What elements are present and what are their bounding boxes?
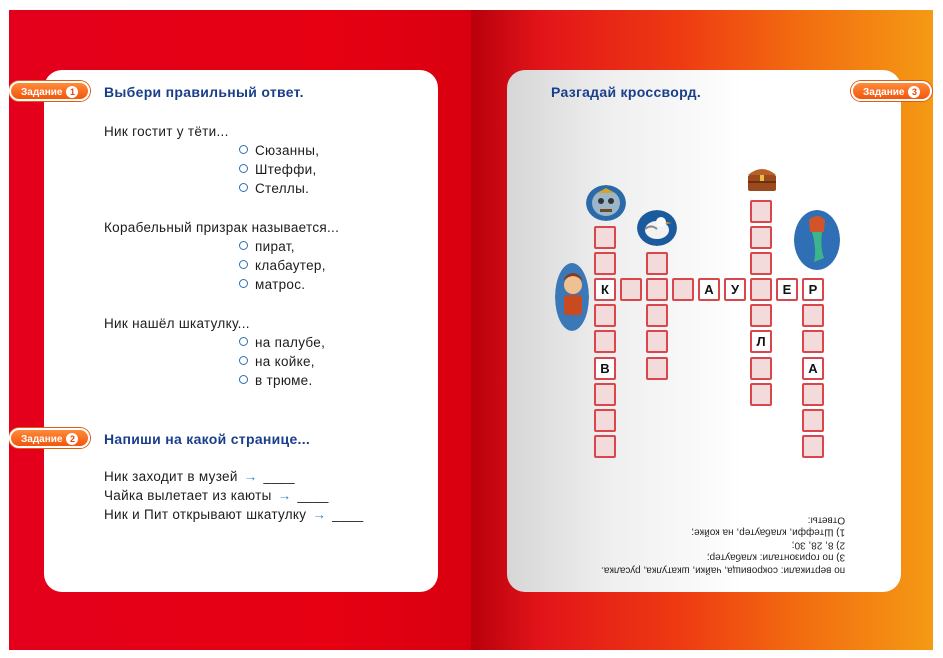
radio-icon[interactable] (239, 164, 248, 173)
question-2-text: Корабельный призрак называется... (104, 220, 340, 235)
crossword-cell[interactable] (750, 226, 772, 249)
crossword-cell[interactable] (802, 330, 824, 353)
crossword-cell[interactable] (750, 252, 772, 275)
arrow-right-icon: → (312, 507, 327, 522)
radio-icon[interactable] (239, 375, 248, 384)
crossword-cell[interactable] (750, 304, 772, 327)
pirate-skull-icon (586, 185, 626, 221)
radio-icon[interactable] (239, 183, 248, 192)
crossword-cell[interactable] (750, 278, 772, 301)
task1-badge-label: Задание (21, 87, 63, 98)
task2-heading: Напиши на какой странице... (104, 431, 311, 447)
crossword-cell[interactable] (646, 357, 668, 380)
question-3-option-1[interactable]: на палубе, (239, 335, 325, 350)
crossword-cell[interactable] (646, 252, 668, 275)
crossword-cell[interactable] (750, 200, 772, 223)
question-2-option-2[interactable]: клабаутер, (239, 258, 326, 273)
radio-icon[interactable] (239, 260, 248, 269)
crossword-cell[interactable] (750, 357, 772, 380)
radio-icon[interactable] (239, 356, 248, 365)
radio-icon[interactable] (239, 145, 248, 154)
question-3-option-2[interactable]: на койке, (239, 354, 315, 369)
task1-badge (9, 81, 90, 101)
crossword-cell[interactable]: А (802, 357, 824, 380)
crossword-cell[interactable] (594, 435, 616, 458)
radio-icon[interactable] (239, 279, 248, 288)
task1-heading: Выбери правильный ответ. (104, 84, 304, 100)
crossword-cell[interactable] (802, 435, 824, 458)
crossword-cell[interactable] (646, 278, 668, 301)
question-2-option-3[interactable]: матрос. (239, 277, 305, 292)
crossword-cell[interactable] (594, 330, 616, 353)
page-line-3: Ник и Пит открывают шкатулку → ____ (104, 507, 364, 522)
question-3-option-3[interactable]: в трюме. (239, 373, 313, 388)
crossword-cell[interactable] (594, 409, 616, 432)
task3-badge-number: 3 (908, 86, 920, 98)
task3-heading: Разгадай кроссворд. (551, 84, 702, 100)
crossword-cell[interactable]: А (698, 278, 720, 301)
seagull-icon (637, 210, 677, 246)
crossword-cell[interactable] (750, 383, 772, 406)
crossword-cell[interactable]: Л (750, 330, 772, 353)
crossword-cell[interactable] (672, 278, 694, 301)
crossword-cell[interactable] (802, 304, 824, 327)
pirate-boy-icon (555, 263, 589, 331)
crossword-cell[interactable]: Е (776, 278, 798, 301)
crossword-cell[interactable] (646, 330, 668, 353)
question-1-option-2[interactable]: Штеффи, (239, 162, 317, 177)
mermaid-icon (794, 210, 840, 270)
crossword-cell[interactable]: Р (802, 278, 824, 301)
treasure-chest-icon (742, 161, 782, 195)
task2-badge-number: 2 (66, 433, 78, 445)
page-line-2: Чайка вылетает из каюты → ____ (104, 488, 329, 503)
answer-blank-3[interactable]: ____ (332, 507, 364, 522)
answer-blank-1[interactable]: ____ (263, 469, 295, 484)
crossword-cell[interactable] (646, 304, 668, 327)
task3-badge-label: Задание (863, 87, 905, 98)
crossword-cell[interactable] (620, 278, 642, 301)
question-1-option-1[interactable]: Сюзанны, (239, 143, 319, 158)
task2-badge-label: Задание (21, 434, 63, 445)
crossword-cell[interactable] (802, 409, 824, 432)
task2-badge (9, 428, 90, 448)
crossword-cell[interactable] (802, 383, 824, 406)
book-spread (9, 10, 933, 650)
crossword-cell[interactable] (594, 304, 616, 327)
page-line-1: Ник заходит в музей → ____ (104, 469, 295, 484)
crossword-cell[interactable]: К (594, 278, 616, 301)
crossword-cell[interactable]: У (724, 278, 746, 301)
task1-badge-number: 1 (66, 86, 78, 98)
question-2-option-1[interactable]: пират, (239, 239, 295, 254)
crossword-cell[interactable] (594, 383, 616, 406)
radio-icon[interactable] (239, 337, 248, 346)
task3-badge (851, 81, 932, 101)
crossword-cell[interactable] (594, 252, 616, 275)
crossword-cell[interactable]: В (594, 357, 616, 380)
upside-down-answers: по вертикали: сокровища, чайки, шкатулка, русалка. 3) по горизонтали: клабаутер; 2) 8, 28, 30; 1) Штеффи, клабаутер, на койке; Ответы: (601, 514, 846, 576)
arrow-right-icon: → (277, 488, 292, 503)
arrow-right-icon: → (243, 469, 258, 484)
question-1-text: Ник гостит у тёти... (104, 124, 229, 139)
radio-icon[interactable] (239, 241, 248, 250)
question-1-option-3[interactable]: Стеллы. (239, 181, 309, 196)
crossword-cell[interactable] (594, 226, 616, 249)
answer-blank-2[interactable]: ____ (297, 488, 329, 503)
question-3-text: Ник нашёл шкатулку... (104, 316, 250, 331)
